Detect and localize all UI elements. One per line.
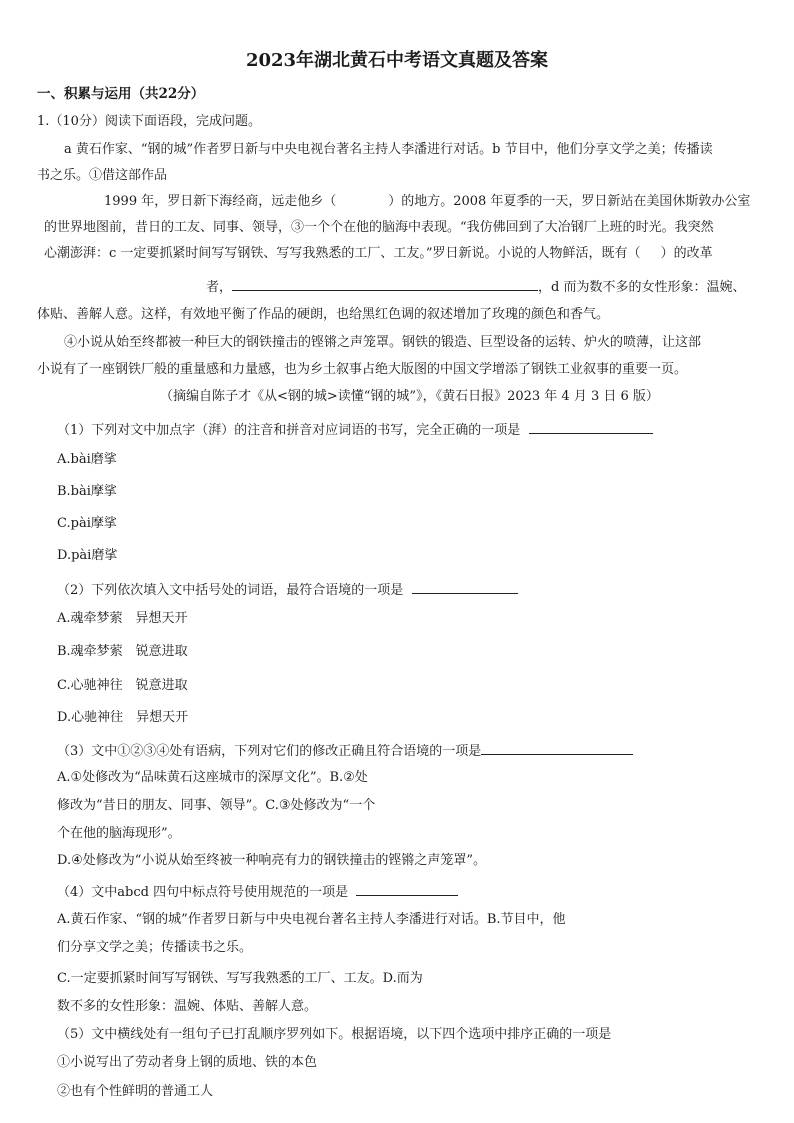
sub-question-2	[57, 580, 518, 600]
option-item[interactable]: A.魂牵梦萦 异想天开	[57, 611, 188, 626]
option-item[interactable]: C.一定要抓紧时间写写钢铁、写写我熟悉的工厂、工友。D.而为	[57, 971, 423, 986]
passage-line: 体贴、善解人意。这样，有效地平衡了作品的硬朗，也给黑红色调的叙述增加了玫瑰的颜色和香气。	[37, 307, 610, 322]
passage-line: ④小说从始至终都被一种巨大的钢铁撞击的铿锵之声笼罩。钢铁的锻造、巨型设备的运转、炉火的喷薄，让这部	[64, 335, 702, 350]
sentence-item: ①小说写出了劳动者身上钢的质地、铁的本色	[57, 1055, 318, 1070]
passage-line	[104, 193, 750, 211]
question-text: （2）下列依次填入文中括号处的词语，最符合语境的一项是	[57, 583, 404, 598]
answer-blank[interactable]	[481, 741, 633, 755]
passage-line	[206, 277, 745, 297]
passage-line	[44, 245, 713, 263]
option-item[interactable]: D.心驰神往 异想天开	[57, 710, 189, 725]
answer-blank[interactable]	[529, 420, 653, 434]
passage-line: 小说有了一座钢铁厂般的重量感和力量感，也为乡土叙事占绝大版图的中国文学增添了钢铁工业叙事的重要一页。	[37, 362, 688, 377]
passage-text: 心潮澎湃：c 一定要抓紧时间写写钢铁、写写我熟悉的工厂、工友。”罗日新说。小说的人物鲜活，既有（	[44, 246, 641, 261]
option-item[interactable]: B.bài摩挲	[57, 484, 117, 499]
passage-text: ）的地方。2008 年夏季的一天，罗日新站在美国休斯敦办公室	[388, 194, 751, 209]
option-item[interactable]: C.pài摩挲	[57, 516, 117, 531]
sub-question-3	[57, 741, 633, 761]
question-text: （4）文中abcd 四句中标点符号使用规范的一项是	[57, 885, 349, 900]
option-item[interactable]: D.④处修改为“小说从始至终被一种响亮有力的钢铁撞击的铿锵之声笼罩”。	[57, 853, 487, 868]
answer-blank[interactable]	[356, 882, 458, 896]
question-text: （1）下列对文中加点字（湃）的注音和拼音对应词语的书写，完全正确的一项是	[57, 423, 521, 438]
sub-question-1	[57, 420, 653, 440]
option-item[interactable]: B.魂牵梦萦 锐意进取	[57, 644, 188, 659]
passage-text: 者，	[206, 280, 233, 295]
document-title: 2023年湖北黄石中考语文真题及答案	[245, 50, 549, 71]
question-1-header: 1.（10分）阅读下面语段，完成问题。	[37, 114, 261, 129]
passage-line: a 黄石作家、“钢的城”作者罗日新与中央电视台著名主持人李潘进行对话。b 节目中，他们分享文学之美；传播读	[64, 142, 713, 157]
option-item: 数不多的女性形象：温婉、体贴、善解人意。	[57, 999, 318, 1014]
option-item[interactable]: A.①处修改为“品味黄石这座城市的深厚文化”。B.②处	[57, 770, 368, 785]
option-item[interactable]: A.bài磨挲	[57, 452, 117, 467]
section-heading: 一、积累与运用（共22分）	[37, 86, 205, 102]
passage-text: ）的改革	[660, 246, 713, 261]
fill-blank[interactable]	[232, 277, 538, 291]
source-citation: （摘编自陈子才《从<钢的城>读懂“钢的城”》，《黄石日报》2023 年 4 月 3 日 6 版）	[160, 389, 659, 404]
sentence-item: ②也有个性鲜明的普通工人	[57, 1084, 214, 1099]
passage-text: ，d 而为数不多的女性形象：温婉、	[538, 280, 746, 295]
sub-question-4	[57, 882, 458, 902]
option-item[interactable]: D.pài磨挲	[57, 548, 118, 563]
passage-line: 的世界地图前，昔日的工友、同事、领导，③一个个在他的脑海中表现。“我仿佛回到了大冶钢厂上班的时光。我突然	[44, 220, 714, 235]
passage-line: 书之乐。①借这部作品	[37, 168, 168, 183]
option-item[interactable]: 修改为“昔日的朋友、同事、领导”。C.③处修改为“一个	[57, 798, 376, 813]
option-item: 们分享文学之美；传播读书之乐。	[57, 940, 253, 955]
option-item[interactable]: C.心驰神往 锐意进取	[57, 678, 188, 693]
question-text: （3）文中①②③④处有语病，下列对它们的修改正确且符合语境的一项是	[57, 744, 482, 759]
answer-blank[interactable]	[412, 580, 518, 594]
passage-text: 1999 年，罗日新下海经商，远走他乡（	[104, 194, 337, 209]
sub-question-5: （5）文中横线处有一组句子已打乱顺序罗列如下。根据语境，以下四个选项中排序正确的一项是	[57, 1027, 612, 1042]
option-item: 个在他的脑海现形”。	[57, 826, 181, 841]
option-item[interactable]: A.黄石作家、“钢的城”作者罗日新与中央电视台著名主持人李潘进行对话。B.节目中，他	[57, 912, 566, 927]
